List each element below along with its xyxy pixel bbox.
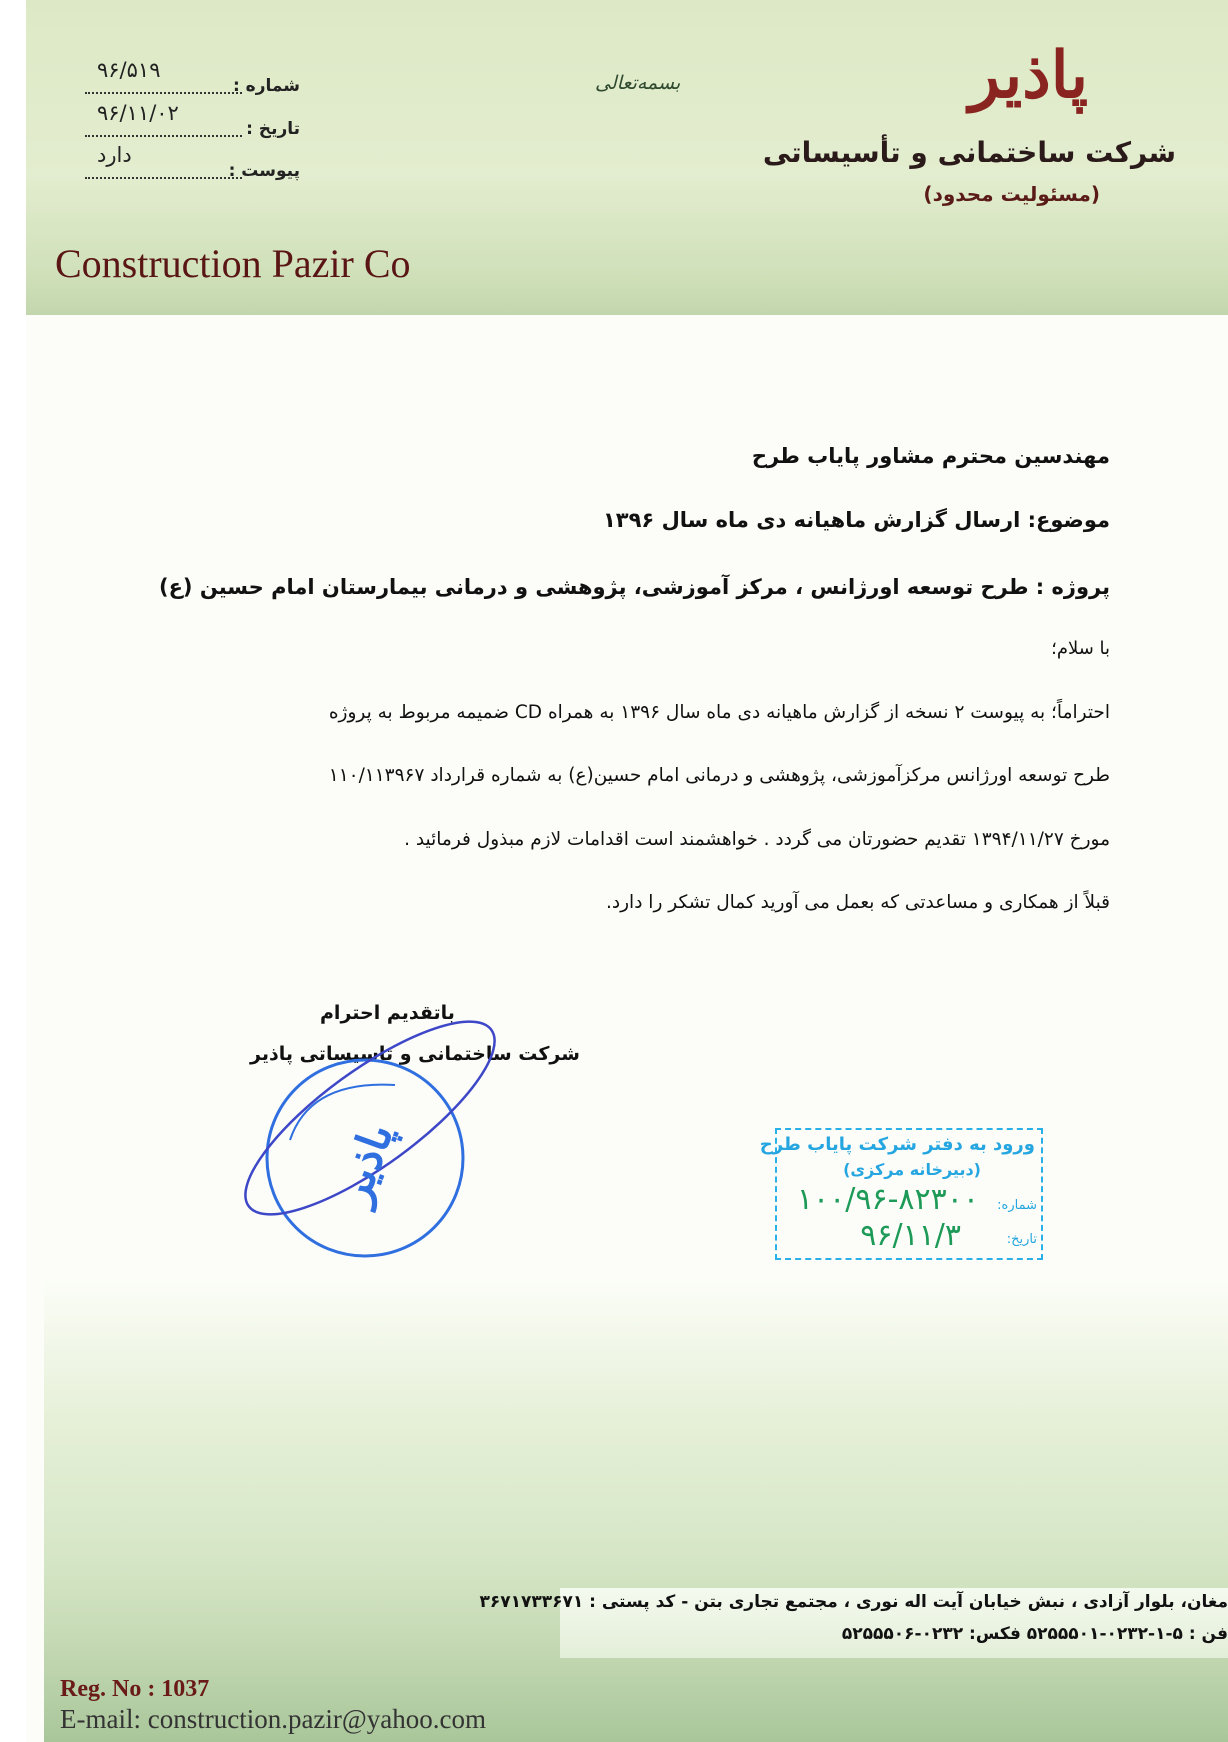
company-name: شرکت ساختمانی و تأسیساتی [762,136,1176,169]
dotted-line [85,135,242,137]
stamp-date-value: ۹۶/۱۱/۳ [860,1218,961,1253]
english-company-name: Construction Pazir Co [55,241,411,286]
dotted-line [85,177,242,179]
signoff: باتقدیم احترام [320,1002,455,1024]
letter-number-field [85,60,300,100]
footer-email: E-mail: construction.pazir@yahoo.com [60,1704,486,1734]
greeting: با سلام؛ [1051,638,1110,659]
invocation: بسمه‌تعالی [595,72,681,94]
paragraph-line: مورخ ۱۳۹۴/۱۱/۲۷ تقدیم حضورتان می گردد . خواهشمند است اقدامات لازم مبذول فرمائید . [404,829,1110,850]
stamp-number-value: ۱۰۰/۹۶-۸۲۳۰۰ [796,1182,979,1217]
field-value: ۹۶/۱۱/۰۲ [97,101,179,125]
recipient: مهندسین محترم مشاور پایاب طرح [751,444,1110,468]
subject: موضوع: ارسال گزارش ماهیانه دی ماه سال ۱۳۹۶ [602,508,1110,532]
stamp-number-label: شماره: [997,1198,1037,1213]
attachment-field [85,145,300,185]
dotted-line [85,92,242,94]
field-value: دارد [97,143,132,167]
paragraph-line: احتراماً؛ به پیوست ۲ نسخه از گزارش ماهیانه دی ماه سال ۱۳۹۶ به همراه CD ضمیمه مربوط به پروژه [328,702,1110,723]
footer-address: مغان، بلوار آزادی ، نبش خیابان آیت اله نوری ، مجتمع تجاری بتن - کد پستی : ۳۶۷۱۷۳۳۶۷۱ [479,1592,1228,1612]
letter-date-field [85,103,300,143]
signatory: شرکت ساختمانی و تاسیساتی پاذیر [250,1043,580,1065]
paragraph-line: طرح توسعه اورژانس مرکزآموزشی، پژوهشی و درمانی امام حسین(ع) به شماره قرارداد ۱۱۰/۱۱۳۹۶۷ [328,765,1110,786]
field-value: ۹۶/۵۱۹ [97,58,161,82]
field-label: تاریخ : [246,119,300,139]
company-type: (مسئولیت محدود) [923,182,1100,206]
company-seal [220,990,540,1270]
field-label: شماره : [232,76,300,96]
company-logo: پاذیر [969,38,1088,113]
footer-phone-fax: فن : ۵-۱-۰۲۳۲-۵۲۵۵۵۰۱ فکس: ۰۲۳۲-۵۲۵۵۵۰۶ [841,1624,1228,1644]
seal-logo: پاذیر [327,1116,404,1211]
stamp-title: ورود به دفتر شرکت پایاب طرح [759,1134,1035,1155]
registration-number: Reg. No : 1037 [60,1676,210,1702]
stamp-subtitle: (دبیرخانه مرکزی) [843,1160,981,1179]
project: پروژه : طرح توسعه اورژانس ، مرکز آموزشی، پژوهشی و درمانی بیمارستان امام حسین (ع) [158,575,1110,599]
closing-line: قبلاً از همکاری و مساعدتی که بعمل می آورید کمال تشکر را دارد. [606,892,1110,913]
field-label: پیوست : [228,161,300,181]
footer-band [44,1280,1228,1742]
stamp-date-label: تاریخ: [1006,1232,1037,1247]
received-stamp [759,1128,1043,1260]
